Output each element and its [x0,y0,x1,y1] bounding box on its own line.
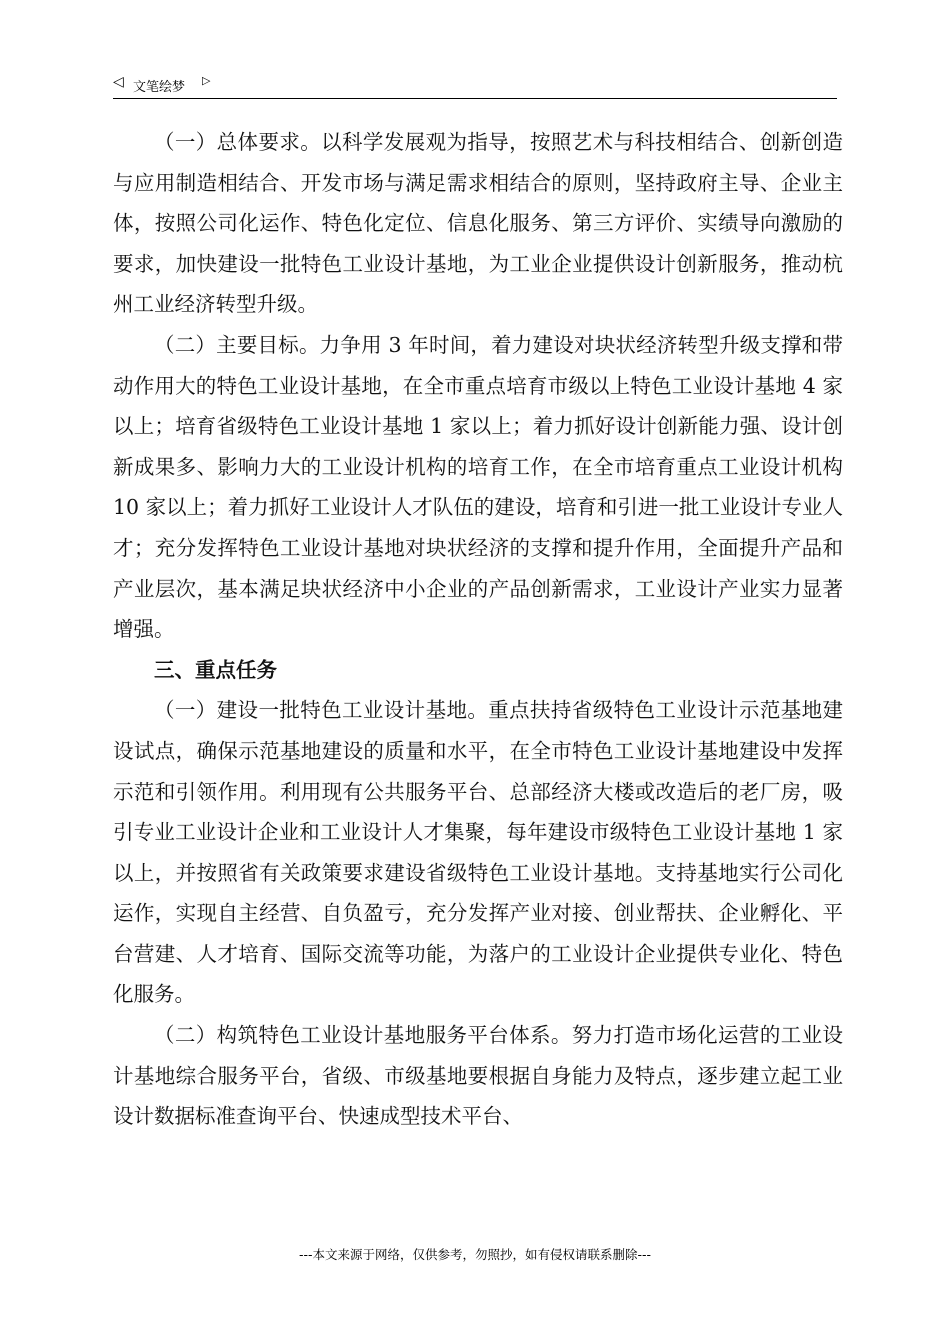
paragraph-main-goals: （二）主要目标。力争用 3 年时间，着力建设对块状经济转型升级支撑和带动作用大的特色工业设计基地，在全市重点培育市级以上特色工业设计基地 4 家以上；培育省级特色工业设计基地 1 家以上；着力抓好设计创新能力强、设计创新成果多、影响力大的工业设计机构的培育工作，在全市培育重点工业设计机构 10 家以上；着力抓好工业设计人才队伍的建设，培育和引进一批工业设计专业人才；充分发挥特色工业设计基地对块状经济的支撑和提升作用，全面提升产品和产业层次，基本满足块状经济中小企业的产品创新需求，工业设计产业实力显著增强。 [113,332,843,642]
paragraph-build-bases: （一）建设一批特色工业设计基地。重点扶持省级特色工业设计示范基地建设试点，确保示范基地建设的质量和水平，在全市特色工业设计基地建设中发挥示范和引领作用。利用现有公共服务平台、总部经济大楼或改造后的老厂房，吸引专业工业设计企业和工业设计人才集聚，每年建设市级特色工业设计基地 1 家以上，并按照省有关政策要求建设省级特色工业设计基地。支持基地实行公司化运作，实现自主经营、自负盈亏，充分发挥产业对接、创业帮扶、企业孵化、平台营建、人才培育、国际交流等功能，为落户的工业设计企业提供专业化、特色化服务。 [113,698,843,1007]
paragraph-service-platform: （二）构筑特色工业设计基地服务平台体系。努力打造市场化运营的工业设计基地综合服务平台，省级、市级基地要根据自身能力及特点，逐步建立起工业设计数据标准查询平台、快速成型技术平台、 [113,1023,843,1129]
section-heading: 三、重点任务 [154,657,277,682]
paragraph-general-requirements: （一）总体要求。以科学发展观为指导，按照艺术与科技相结合、创新创造与应用制造相结合、开发市场与满足需求相结合的原则，坚持政府主导、企业主体，按照公司化运作、特色化定位、信息化服务、第三方评价、实绩导向激励的要求，加快建设一批特色工业设计基地，为工业企业提供设计创新服务，推动杭州工业经济转型升级。 [113,130,843,317]
page-footer-disclaimer: ---本文来源于网络，仅供参考，勿照抄，如有侵权请联系删除--- [298,1247,652,1262]
triangle-left-icon: ◁ [113,74,124,90]
triangle-right-icon: ▷ [202,74,211,87]
page-header [113,72,837,99]
header-brand: 文笔绘梦 [133,80,186,95]
document-body [113,122,843,1137]
